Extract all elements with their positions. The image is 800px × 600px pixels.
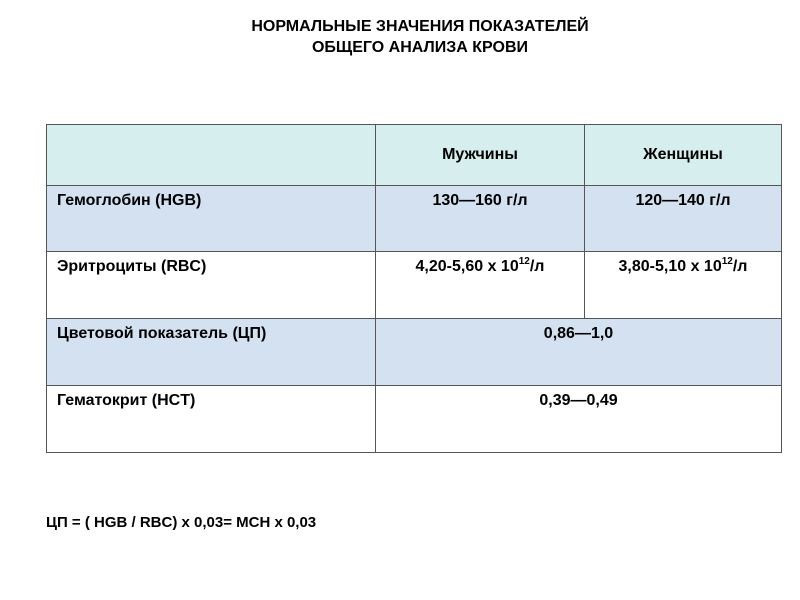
- table-row: [47, 252, 782, 319]
- rbc-women-value: [585, 252, 782, 319]
- row-label-hct: Гематокрит (HCT): [47, 386, 376, 453]
- table-header-row: [47, 125, 782, 186]
- header-men: Мужчины: [376, 125, 585, 186]
- blood-norms-table: [46, 124, 782, 453]
- title-line-2: ОБЩЕГО АНАЛИЗА КРОВИ: [311, 39, 528, 56]
- cp-value: 0,86—1,0: [376, 319, 782, 386]
- row-label-rbc: Эритроциты (RBC): [47, 252, 376, 319]
- hct-value: 0,39—0,49: [376, 386, 782, 453]
- rbc-men-base: 4,20-5,60 х 10: [415, 258, 519, 275]
- title-line-1: НОРМАЛЬНЫЕ ЗНАЧЕНИЯ ПОКАЗАТЕЛЕЙ: [251, 18, 589, 35]
- rbc-women-base: 3,80-5,10 х 10: [618, 258, 722, 275]
- rbc-men-exponent: 12: [518, 256, 530, 267]
- rbc-women-unit: /л: [732, 258, 748, 275]
- table-row: [47, 319, 782, 386]
- hgb-men-value: 130—160 г/л: [376, 186, 585, 252]
- row-label-cp: Цветовой показатель (ЦП): [47, 319, 376, 386]
- rbc-men-unit: /л: [529, 258, 545, 275]
- page-title: [0, 16, 800, 58]
- color-index-formula: ЦП = ( HGB / RBC) х 0,03= MCH х 0,03: [46, 514, 317, 531]
- rbc-women-exponent: 12: [721, 256, 733, 267]
- table-row: [47, 386, 782, 453]
- table-row: [47, 186, 782, 252]
- header-women: Женщины: [585, 125, 782, 186]
- rbc-men-value: [376, 252, 585, 319]
- row-label-hgb: Гемоглобин (HGB): [47, 186, 376, 252]
- header-empty-cell: [47, 125, 376, 186]
- hgb-women-value: 120—140 г/л: [585, 186, 782, 252]
